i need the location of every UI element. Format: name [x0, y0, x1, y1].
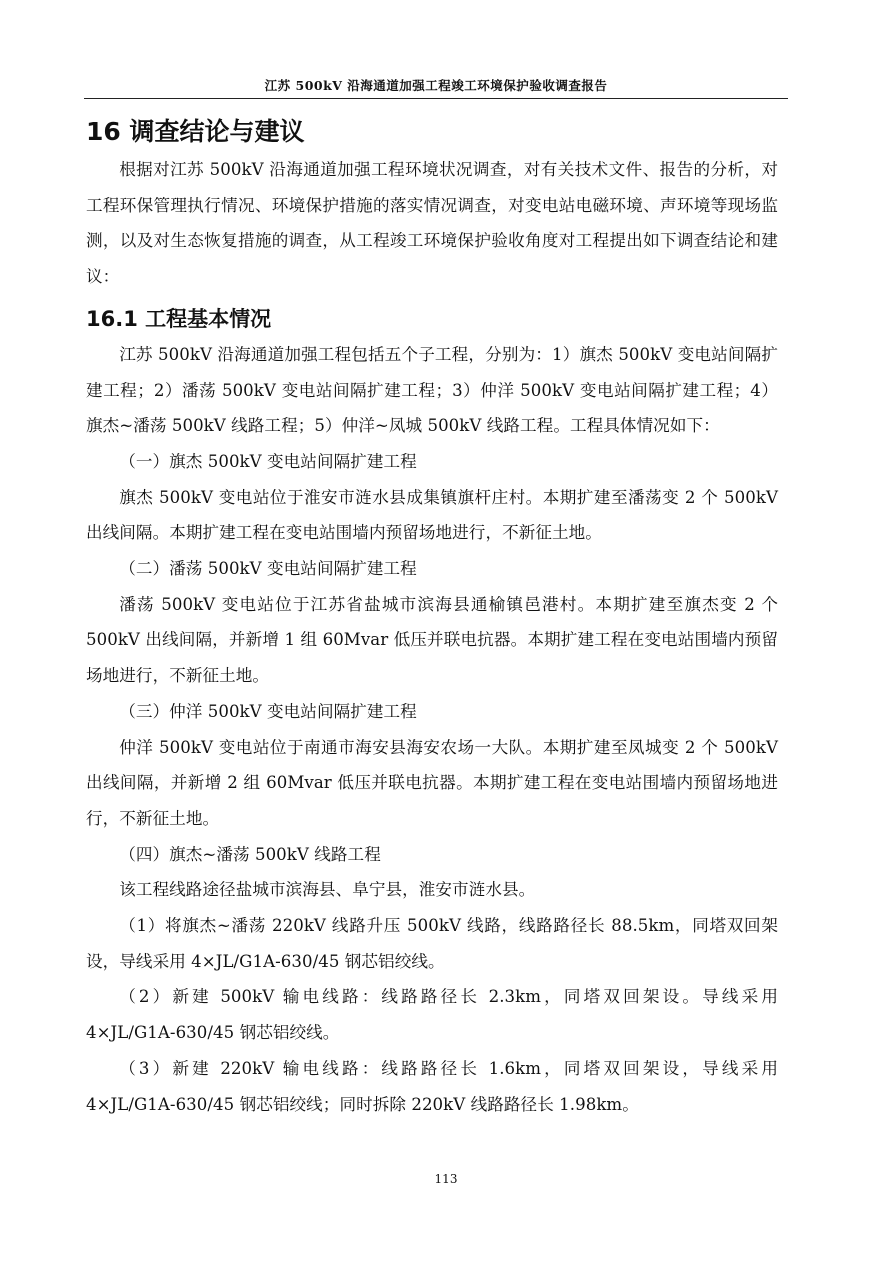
overview-paragraph: 江苏 500kV 沿海通道加强工程包括五个子工程，分别为：1）旗杰 500kV 变电站间隔扩建工程；2）潘荡 500kV 变电站间隔扩建工程；3）仲洋 500kV 变电站间隔扩建工程；4）旗杰~潘荡 500kV 线路工程；5）仲洋~凤城 500kV 线路工程。工程具体情况如下： [86, 344, 778, 436]
part4-paragraph: 该工程线路途径盐城市滨海县、阜宁县，淮安市涟水县。 [119, 880, 536, 900]
list-item-3: （3）新建 220kV 输电线路：线路路径长 1.6km，同塔双回架设，导线采用 4×JL/G1A-630/45 钢芯铝绞线；同时拆除 220kV 线路路径长 1.98km。 [86, 1058, 778, 1114]
part1-heading: （一）旗杰 500kV 变电站间隔扩建工程 [119, 451, 417, 471]
part3-heading: （三）仲洋 500kV 变电站间隔扩建工程 [119, 701, 417, 721]
section-intro: 根据对江苏 500kV 沿海通道加强工程环境状况调查，对有关技术文件、报告的分析，对工程环保管理执行情况、环境保护措施的落实情况调查，对变电站电磁环境、声环境等现场监测，以及对生态恢复措施的调查，从工程竣工环境保护验收角度对工程提出如下调查结论和建议： [86, 160, 778, 287]
part2-heading: （二）潘荡 500kV 变电站间隔扩建工程 [119, 559, 417, 579]
subsection-title: 16.1 工程基本情况 [86, 306, 272, 331]
part1-paragraph: 旗杰 500kV 变电站位于淮安市涟水县成集镇旗杆庄村。本期扩建至潘荡变 2 个 500kV 出线间隔。本期扩建工程在变电站围墙内预留场地进行，不新征土地。 [86, 487, 778, 543]
header-rule [84, 98, 788, 99]
page-number: 113 [434, 1172, 458, 1186]
list-item-2: （2）新建 500kV 输电线路：线路路径长 2.3km，同塔双回架设。导线采用 4×JL/G1A-630/45 钢芯铝绞线。 [86, 987, 778, 1043]
list-item-1: （1）将旗杰~潘荡 220kV 线路升压 500kV 线路，线路路径长 88.5km，同塔双回架设，导线采用 4×JL/G1A-630/45 钢芯铝绞线。 [86, 916, 778, 971]
part4-heading: （四）旗杰~潘荡 500kV 线路工程 [119, 844, 381, 864]
part3-paragraph: 仲洋 500kV 变电站位于南通市海安县海安农场一大队。本期扩建至凤城变 2 个 500kV 出线间隔，并新增 2 组 60Mvar 低压并联电抗器。本期扩建工程在变电站围墙内预留场地进行，不新征土地。 [86, 737, 778, 828]
page-body [86, 112, 778, 1122]
part2-paragraph: 潘荡 500kV 变电站位于江苏省盐城市滨海县通榆镇邑港村。本期扩建至旗杰变 2 个 500kV 出线间隔，并新增 1 组 60Mvar 低压并联电抗器。本期扩建工程在变电站围墙内预留场地进行，不新征土地。 [86, 594, 778, 686]
section-title: 16 调查结论与建议 [86, 117, 305, 146]
running-header: 江苏 500kV 沿海通道加强工程竣工环境保护验收调查报告 [264, 78, 608, 93]
